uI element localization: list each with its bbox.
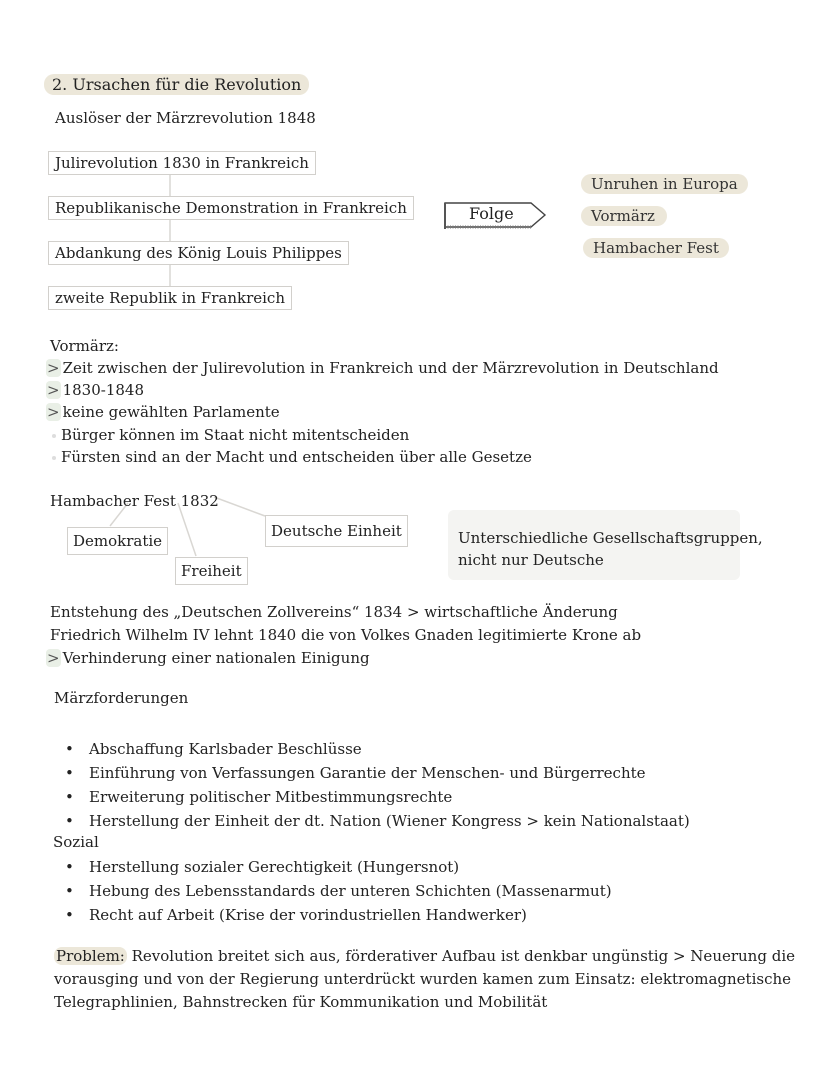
hambach-einheit: Deutsche Einheit — [265, 515, 408, 547]
chain-box-julirevolution: Julirevolution 1830 in Frankreich — [48, 151, 316, 175]
political-demands-list — [65, 737, 690, 833]
hambach-freiheit: Freiheit — [175, 557, 248, 585]
list-item: • Erweiterung politischer Mitbestimmungsrechte — [65, 788, 453, 806]
vormaerz-subpoint: Fürsten sind an der Macht und entscheiden über alle Gesetze — [52, 448, 532, 466]
vormaerz-subpoint: Bürger können im Staat nicht mitentscheiden — [52, 426, 409, 444]
consequence-vormaerz: Vormärz — [581, 206, 667, 226]
folge-arrow — [441, 199, 549, 233]
consequence-hambacher: Hambacher Fest — [583, 238, 729, 258]
subtitle: Auslöser der Märzrevolution 1848 — [55, 109, 316, 127]
list-item: • Einführung von Verfassungen Garantie der Menschen- und Bürgerrechte — [65, 764, 646, 782]
friedrich-wilhelm-line: Friedrich Wilhelm IV lehnt 1840 die von Volkes Gnaden legitimierte Krone ab — [50, 626, 642, 644]
folge-label: Folge — [469, 204, 514, 223]
chain-box-zweite-republik: zweite Republik in Frankreich — [48, 286, 292, 310]
hambach-title: Hambacher Fest 1832 — [50, 492, 219, 510]
small-dot-icon — [52, 434, 56, 438]
vormaerz-point: > keine gewählten Parlamente — [47, 403, 280, 421]
vormaerz-point: > 1830-1848 — [47, 381, 144, 399]
problem-line: vorausging und von der Regierung unterdrückt wurden kamen zum Einsatz: elektromagnetische — [54, 970, 792, 988]
problem-line: Telegraphlinien, Bahnstrecken für Kommunikation und Mobilität — [54, 993, 548, 1011]
list-item: • Herstellung sozialer Gerechtigkeit (Hungersnot) — [65, 858, 460, 876]
list-item: • Abschaffung Karlsbader Beschlüsse — [65, 740, 362, 758]
hambach-note-line: nicht nur Deutsche — [458, 551, 604, 569]
problem-paragraph — [54, 945, 795, 1014]
hambach-note-line: Unterschiedliche Gesellschaftsgruppen, — [458, 529, 763, 547]
section-heading: 2. Ursachen für die Revolution — [44, 75, 309, 94]
small-dot-icon — [52, 456, 56, 460]
zollverein-line: Entstehung des „Deutschen Zollvereins“ 1834 > wirtschaftliche Änderung — [50, 603, 618, 621]
chain-box-demonstration: Republikanische Demonstration in Frankreich — [48, 196, 414, 220]
vormaerz-title: Vormärz: — [50, 337, 119, 355]
problem-label: Problem: — [56, 947, 125, 965]
vormaerz-point: > Zeit zwischen der Julirevolution in Frankreich und der Märzrevolution in Deutschland — [47, 359, 719, 377]
problem-line: Problem: Revolution breitet sich aus, förderativer Aufbau ist denkbar ungünstig > Neuerung die — [56, 947, 795, 965]
sozial-title: Sozial — [53, 833, 99, 851]
hambach-demokratie: Demokratie — [67, 527, 168, 555]
list-item: • Herstellung der Einheit der dt. Nation (Wiener Kongress > kein Nationalstaat) — [65, 812, 690, 830]
social-demands-list — [65, 855, 612, 927]
chain-box-abdankung: Abdankung des König Louis Philippes — [48, 241, 349, 265]
einigung-line: > Verhinderung einer nationalen Einigung — [47, 649, 370, 667]
list-item: • Recht auf Arbeit (Krise der vorindustriellen Handwerker) — [65, 906, 527, 924]
list-item: • Hebung des Lebensstandards der unteren Schichten (Massenarmut) — [65, 882, 612, 900]
maerzforderungen-title: Märzforderungen — [54, 689, 189, 707]
consequence-unruhen: Unruhen in Europa — [581, 174, 748, 194]
